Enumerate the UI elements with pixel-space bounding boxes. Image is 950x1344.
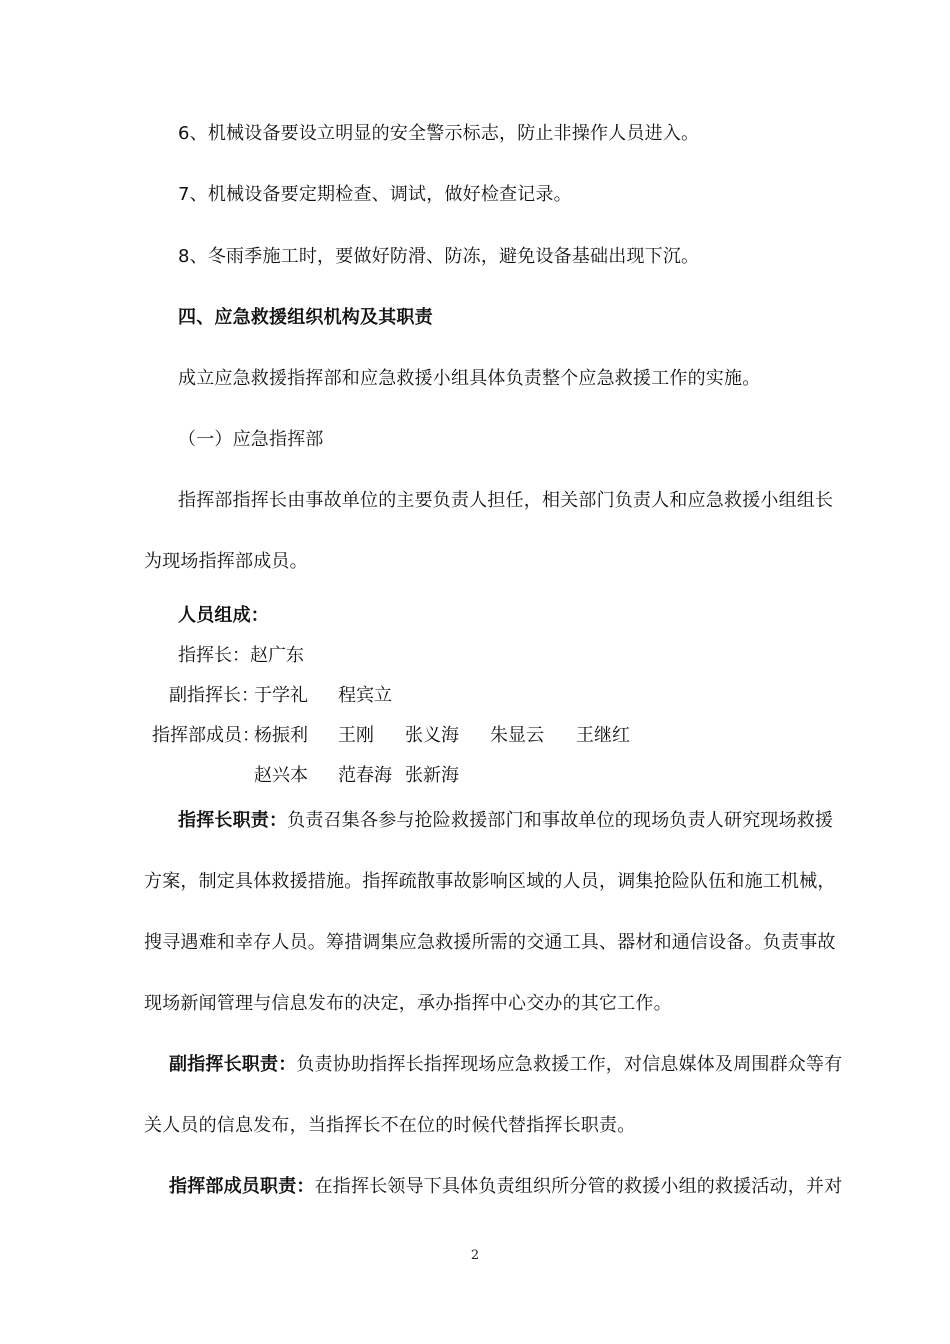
personnel-title: 人员组成： bbox=[178, 605, 269, 626]
commander-duties-line bbox=[178, 809, 833, 833]
command-description-line: 为现场指挥部成员。 bbox=[144, 551, 308, 572]
commander-duties-line: 方案，制定具体救援措施。指挥疏散事故影响区域的人员，调集抢险队伍和施工机械， bbox=[144, 871, 836, 892]
member-name: 朱显云 bbox=[490, 725, 544, 746]
page-number: 2 bbox=[470, 1248, 480, 1263]
members-duties-text: 在指挥长领导下具体负责组织所分管的救援小组的救援活动，并对 bbox=[314, 1176, 843, 1197]
commander-duties-label: 指挥长职责： bbox=[178, 810, 288, 831]
commander-label: 指挥长： bbox=[178, 645, 250, 666]
deputy-duties-label: 副指挥长职责： bbox=[169, 1054, 297, 1075]
deputy-duties-text: 负责协助指挥长指挥现场应急救援工作，对信息媒体及周围群众等有 bbox=[296, 1054, 843, 1075]
deputy-duties-line bbox=[169, 1053, 842, 1077]
commander-name: 赵广东 bbox=[250, 645, 304, 666]
deputy-name: 程宾立 bbox=[338, 685, 392, 706]
list-item: 8、冬雨季施工时，要做好防滑、防冻，避免设备基础出现下沉。 bbox=[178, 246, 700, 267]
members-duties-label: 指挥部成员职责： bbox=[169, 1176, 315, 1197]
member-name: 王刚 bbox=[338, 725, 374, 746]
member-name: 王继红 bbox=[576, 725, 630, 746]
member-name: 张新海 bbox=[405, 765, 459, 786]
members-duties-line bbox=[169, 1175, 842, 1199]
intro-paragraph: 成立应急救援指挥部和应急救援小组具体负责整个应急救援工作的实施。 bbox=[178, 368, 761, 389]
member-name: 张义海 bbox=[405, 725, 459, 746]
member-name: 范春海 bbox=[338, 765, 392, 786]
commander-duties-text: 负责召集各参与抢险救援部门和事故单位的现场负责人研究现场救援 bbox=[287, 810, 834, 831]
member-name: 赵兴本 bbox=[254, 765, 308, 786]
commander-duties-line: 搜寻遇难和幸存人员。筹措调集应急救援所需的交通工具、器材和通信设备。负责事故 bbox=[144, 932, 836, 953]
deputy-name: 于学礼 bbox=[254, 685, 308, 706]
deputy-duties-line: 关人员的信息发布，当指挥长不在位的时候代替指挥长职责。 bbox=[144, 1115, 636, 1136]
members-label: 指挥部成员： bbox=[152, 725, 260, 746]
command-description-line: 指挥部指挥长由事故单位的主要负责人担任，相关部门负责人和应急救援小组组长 bbox=[178, 490, 834, 511]
commander-duties-line: 现场新闻管理与信息发布的决定，承办指挥中心交办的其它工作。 bbox=[144, 993, 672, 1014]
list-item: 6、机械设备要设立明显的安全警示标志，防止非操作人员进入。 bbox=[178, 123, 700, 144]
deputy-label: 副指挥长： bbox=[169, 685, 259, 706]
member-name: 杨振利 bbox=[254, 725, 308, 746]
list-item: 7、机械设备要定期检查、调试，做好检查记录。 bbox=[178, 184, 572, 205]
section-heading: 四、应急救援组织机构及其职责 bbox=[178, 307, 433, 328]
subsection-heading: （一）应急指挥部 bbox=[178, 429, 324, 450]
